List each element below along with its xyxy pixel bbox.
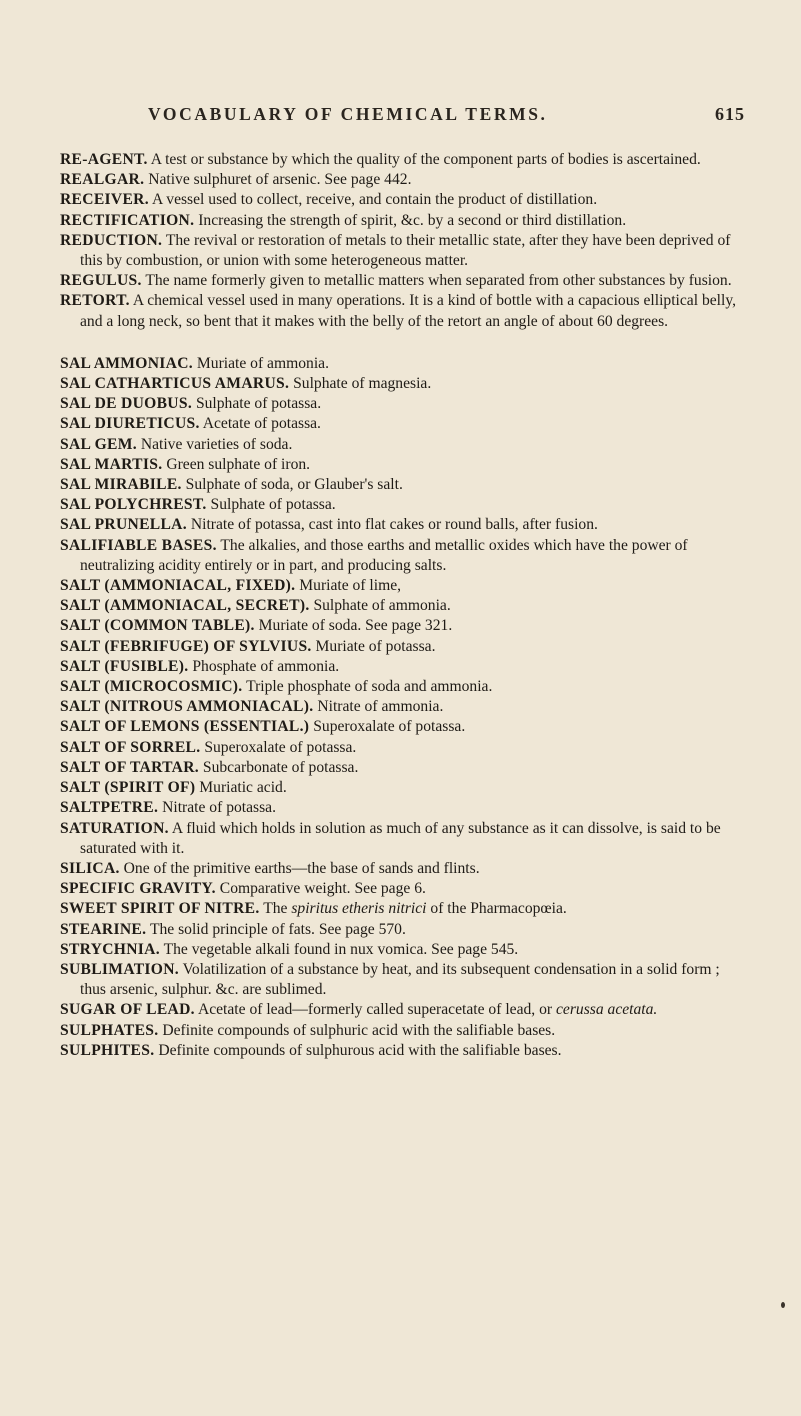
vocabulary-entry (60, 920, 749, 940)
vocabulary-entry (60, 637, 749, 657)
entry-definition (158, 799, 276, 816)
definition-text: The name formerly given to metallic matters when separated from other substances by fusion. (145, 272, 732, 290)
entry-term: RECTIFICATION. (60, 211, 195, 229)
entry-definition (194, 212, 626, 229)
entry-definition (242, 678, 492, 695)
entry-definition (148, 151, 701, 168)
definition-text: Sulphate of magnesia. (293, 375, 432, 393)
vocabulary-entry (60, 819, 749, 859)
entry-term: SAL MIRABILE. (60, 476, 182, 494)
vocabulary-entry (60, 271, 749, 291)
definition-text: Nitrate of ammonia. (317, 698, 444, 716)
definition-text: Nitrate of potassa. (162, 799, 276, 817)
entry-definition (160, 941, 518, 958)
entry-term: SULPHATES. (60, 1021, 159, 1039)
ink-speck (781, 1302, 785, 1308)
definition-text: Subcarbonate of potassa. (202, 758, 359, 776)
definition-text: Muriate of soda. See page 321. (258, 617, 453, 635)
vocabulary-entry (60, 778, 749, 798)
definition-text: Triple phosphate of soda and ammonia. (246, 678, 493, 696)
definition-text: Increasing the strength of spirit, &c. by a second or third distillation. (198, 211, 627, 229)
vocabulary-entry (60, 354, 749, 374)
entry-term: REDUCTION. (60, 231, 163, 249)
definition-text: Volatilization of a substance by heat, and its subsequent condensation in a solid form ; thus arsenic, sulphur. &c. are sublimed. (80, 960, 720, 999)
entry-term: SAL PRUNELLA. (60, 516, 187, 534)
entry-term: SWEET SPIRIT OF NITRE. (60, 900, 260, 918)
definition-text: Phosphate of ammonia. (192, 657, 340, 675)
page-header (60, 104, 749, 140)
entry-term: SUGAR OF LEAD. (60, 1001, 195, 1019)
entry-definition (137, 436, 292, 453)
definition-text: Muriatic acid. (199, 779, 287, 797)
entry-term: SAL GEM. (60, 435, 137, 453)
entry-term: SALT OF TARTAR. (60, 758, 199, 776)
entry-term: SAL DE DUOBUS. (60, 395, 193, 413)
definition-text: Nitrate of potassa, cast into flat cakes or round balls, after fusion. (190, 516, 598, 534)
vocabulary-entry (60, 616, 749, 636)
entry-term: SPECIFIC GRAVITY. (60, 880, 216, 898)
definition-text: A fluid which holds in solution as much of any substance as it can dissolve, is said to be saturated with it. (80, 819, 721, 857)
vocabulary-entry (60, 414, 749, 434)
definition-text: The solid principle of fats. See page 570. (149, 920, 406, 938)
vocabulary-section (60, 354, 749, 1061)
definition-text: A chemical vessel used in many operations. It is a kind of bottle with a capacious elliptical belly, and a long neck, so bent that it makes with the belly of the retort an angle of about 60 degrees. (80, 292, 737, 330)
vocabulary-entry (60, 738, 749, 758)
vocabulary-entry (60, 536, 749, 576)
entry-term: SALT (AMMONIACAL, FIXED). (60, 577, 296, 595)
entry-term: SATURATION. (60, 819, 169, 837)
entry-definition (312, 638, 436, 655)
entry-definition (309, 718, 465, 735)
entry-term: REALGAR. (60, 171, 145, 189)
entry-term: SALT (FUSIBLE). (60, 657, 189, 675)
definition-text: Superoxalate of potassa. (313, 718, 466, 736)
definition-text: Acetate of potassa. (202, 415, 321, 433)
vocabulary-entry (60, 697, 749, 717)
entry-term: SAL POLYCHREST. (60, 496, 207, 514)
definition-text: Sulphate of ammonia. (313, 597, 451, 615)
vocabulary-entry (60, 231, 749, 271)
vocabulary-entry (60, 394, 749, 414)
vocabulary-entry (60, 798, 749, 818)
entry-term: SALT (NITROUS AMMONIACAL). (60, 698, 314, 716)
definition-text: The alkalies, and those earths and metallic oxides which have the power of neutralizing acidity entirely or in part, and producing salts. (80, 536, 688, 574)
entry-term: SALT (AMMONIACAL, SECRET). (60, 597, 310, 615)
definition-text: Definite compounds of sulphurous acid with the salifiable bases. (158, 1041, 562, 1059)
vocabulary-entry (60, 596, 749, 616)
vocabulary-entry (60, 211, 749, 231)
definition-text: Sulphate of soda, or Glauber's salt. (185, 476, 403, 494)
definition-text: Muriate of potassa. (315, 637, 436, 655)
definition-text: Native sulphuret of arsenic. See page 442. (148, 171, 412, 189)
entry-definition (313, 698, 443, 715)
vocabulary-section (60, 150, 749, 332)
definition-text: Acetate of lead—formerly called superacetate of lead, or (197, 1001, 553, 1019)
definition-text-after: of the Pharmacopœia. (430, 900, 567, 918)
entry-term: SILICA. (60, 859, 120, 877)
entry-term: SAL AMMONIAC. (60, 354, 193, 372)
entry-term: RECEIVER. (60, 191, 149, 209)
entry-definition (199, 759, 358, 776)
vocabulary-entry (60, 677, 749, 697)
definition-text: Muriate of lime, (299, 577, 402, 595)
entry-definition (216, 880, 426, 897)
definition-text: Superoxalate of potassa. (204, 738, 357, 756)
definition-text: Sulphate of potassa. (210, 496, 336, 514)
running-title: VOCABULARY OF CHEMICAL TERMS. (148, 104, 548, 124)
vocabulary-entry (60, 758, 749, 778)
entry-definition (193, 355, 329, 372)
entry-definition (207, 496, 336, 513)
entry-definition (162, 456, 310, 473)
vocabulary-entry (60, 475, 749, 495)
entry-definition (195, 1001, 657, 1018)
vocabulary-entry (60, 170, 749, 190)
entry-definition (260, 900, 567, 917)
definition-text: The vegetable alkali found in nux vomica. See page 545. (163, 940, 519, 958)
entry-term: RETORT. (60, 292, 130, 310)
definition-text: Definite compounds of sulphuric acid with the salifiable bases. (162, 1021, 556, 1039)
entry-term: SUBLIMATION. (60, 960, 179, 978)
entry-definition (158, 1022, 555, 1039)
vocabulary-entry (60, 150, 749, 170)
definition-text: Muriate of ammonia. (196, 354, 329, 372)
definition-text: Sulphate of potassa. (195, 395, 322, 413)
entry-term: STRYCHNIA. (60, 940, 160, 958)
entry-definition (142, 272, 732, 289)
definition-text: Comparative weight. See page 6. (219, 880, 426, 898)
entry-definition (182, 476, 403, 493)
entry-definition (289, 375, 431, 392)
definition-italic: cerussa acetata. (555, 1001, 658, 1019)
entry-definition (80, 820, 721, 857)
vocabulary-entry (60, 374, 749, 394)
vocabulary-entry (60, 1021, 749, 1041)
entry-term: SALTPETRE. (60, 799, 159, 817)
vocabulary-entry (60, 899, 749, 919)
definition-text: One of the primitive earths—the base of sands and flints. (123, 859, 480, 877)
vocabulary-entry (60, 190, 749, 210)
entry-definition (187, 516, 598, 533)
entry-term: RE-AGENT. (60, 151, 148, 168)
definition-text: A test or substance by which the quality of the component parts of bodies is ascertained. (150, 151, 701, 168)
definition-text: The (263, 900, 288, 918)
entry-term: SAL CATHARTICUS AMARUS. (60, 375, 290, 393)
entry-term: SALIFIABLE BASES. (60, 536, 217, 554)
entry-term: SULPHITES. (60, 1041, 155, 1059)
entry-term: SALT OF LEMONS (ESSENTIAL.) (60, 718, 310, 736)
entry-definition (188, 658, 339, 675)
entry-term: SALT (COMMON TABLE). (60, 617, 255, 635)
vocabulary-body (60, 150, 749, 1061)
entry-definition (80, 232, 730, 269)
entry-definition (144, 171, 411, 188)
entry-definition (146, 921, 406, 938)
entry-definition (310, 597, 451, 614)
entry-term: SALT OF SORREL. (60, 738, 201, 756)
entry-definition (154, 1042, 561, 1059)
entry-term: STEARINE. (60, 920, 147, 938)
vocabulary-entry (60, 495, 749, 515)
entry-definition (295, 577, 401, 594)
vocabulary-entry (60, 435, 749, 455)
entry-term: REGULUS. (60, 272, 142, 290)
vocabulary-entry (60, 657, 749, 677)
vocabulary-entry (60, 291, 749, 331)
entry-term: SAL MARTIS. (60, 455, 163, 473)
entry-definition (195, 779, 286, 796)
vocabulary-entry (60, 576, 749, 596)
vocabulary-entry (60, 717, 749, 737)
entry-term: SALT (MICROCOSMIC). (60, 678, 243, 696)
definition-text: A vessel used to collect, receive, and contain the product of distillation. (151, 191, 598, 209)
vocabulary-entry (60, 940, 749, 960)
page-number: 615 (715, 104, 745, 124)
vocabulary-entry (60, 859, 749, 879)
entry-definition (120, 860, 480, 877)
entry-term: SALT (SPIRIT OF) (60, 779, 196, 797)
entry-definition (149, 191, 597, 208)
entry-term: SAL DIURETICUS. (60, 415, 200, 433)
vocabulary-entry (60, 1000, 749, 1020)
vocabulary-entry (60, 960, 749, 1000)
entry-term: SALT (FEBRIFUGE) OF SYLVIUS. (60, 637, 312, 655)
vocabulary-entry (60, 879, 749, 899)
definition-text: The revival or restoration of metals to their metallic state, after they have been deprived of this by combustion, or union with some heterogeneous matter. (80, 231, 731, 270)
definition-text: Native varieties of soda. (140, 435, 293, 453)
entry-definition (80, 292, 736, 329)
definition-text: Green sulphate of iron. (166, 455, 311, 473)
entry-definition (192, 395, 321, 412)
vocabulary-entry (60, 515, 749, 535)
vocabulary-entry (60, 1041, 749, 1061)
entry-definition (200, 415, 321, 432)
entry-definition (255, 617, 452, 634)
entry-definition (200, 739, 356, 756)
vocabulary-entry (60, 455, 749, 475)
definition-italic: spiritus etheris nitrici (291, 900, 427, 918)
